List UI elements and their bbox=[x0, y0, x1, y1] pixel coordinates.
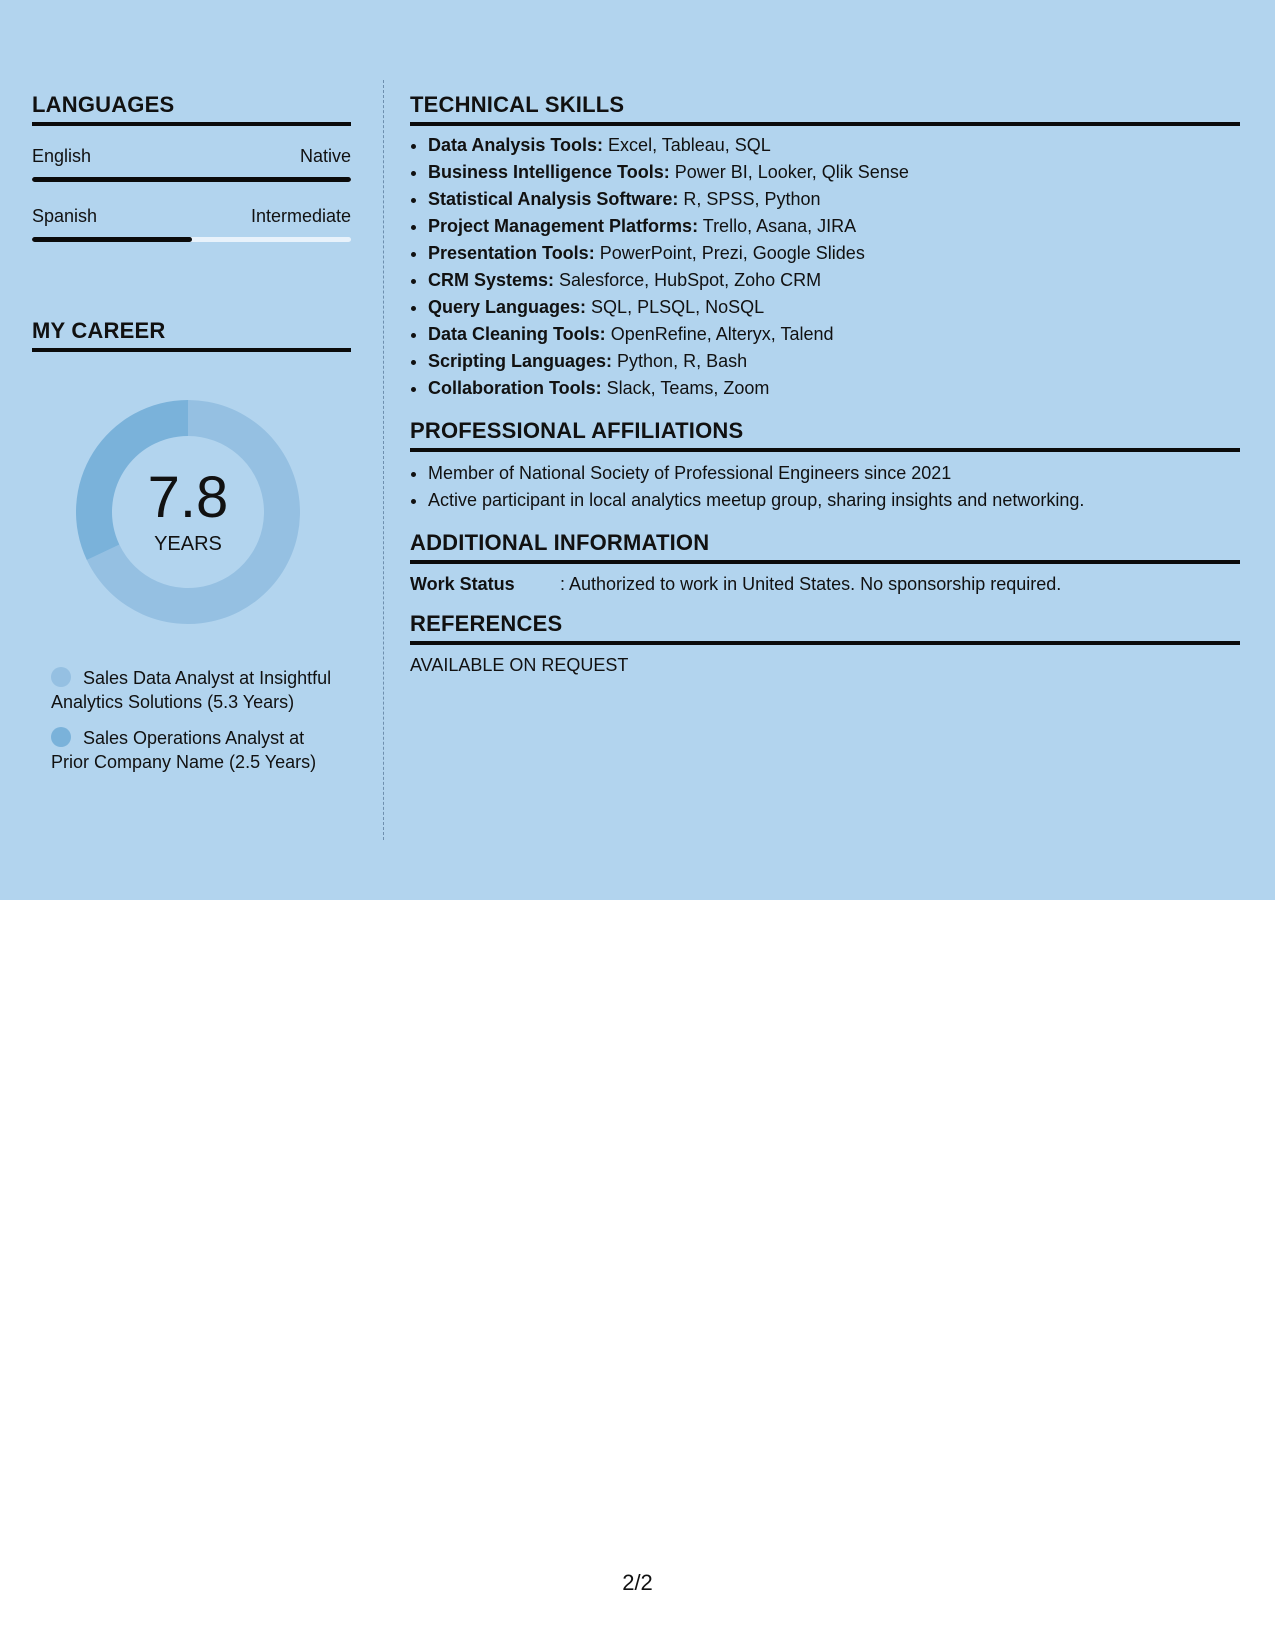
skill-values: SQL, PLSQL, NoSQL bbox=[586, 297, 765, 317]
language-item-english bbox=[32, 146, 351, 182]
affiliation-item: • Active participant in local analytics meetup group, sharing insights and networking. bbox=[428, 487, 1240, 514]
language-level: Intermediate bbox=[250, 206, 351, 226]
donut-center bbox=[68, 392, 308, 632]
affiliations-list bbox=[410, 460, 1240, 514]
skill-values: Salesforce, HubSpot, Zoho CRM bbox=[554, 270, 822, 290]
skill-item bbox=[428, 321, 1240, 348]
references-text: AVAILABLE ON REQUEST bbox=[410, 655, 629, 675]
skill-category: Collaboration Tools: bbox=[428, 378, 602, 398]
skill-category: Presentation Tools: bbox=[428, 243, 595, 263]
language-proficiency-bar bbox=[32, 237, 351, 242]
languages-heading: LANGUAGES bbox=[32, 92, 351, 126]
skill-category: CRM Systems: bbox=[428, 270, 555, 290]
skill-values: R, SPSS, Python bbox=[678, 189, 821, 209]
skill-item bbox=[428, 267, 1240, 294]
skill-category: Business Intelligence Tools: bbox=[428, 162, 670, 182]
career-legend-item bbox=[51, 666, 341, 714]
skill-item bbox=[428, 132, 1240, 159]
page-number: 2/2 bbox=[622, 1570, 653, 1595]
career-total-unit: YEARS bbox=[154, 532, 222, 555]
language-level: Native bbox=[299, 146, 351, 166]
skill-category: Project Management Platforms: bbox=[428, 216, 699, 236]
skill-values: Power BI, Looker, Qlik Sense bbox=[669, 162, 909, 182]
skill-item bbox=[428, 186, 1240, 213]
career-total-years: 7.8 bbox=[147, 464, 229, 530]
language-proficiency-fill bbox=[32, 237, 192, 242]
skill-values: OpenRefine, Alteryx, Talend bbox=[605, 324, 834, 344]
skill-values: Slack, Teams, Zoom bbox=[601, 378, 770, 398]
technical-skills-heading: TECHNICAL SKILLS bbox=[410, 92, 1240, 126]
career-legend-label: Sales Operations Analyst at Prior Company Name (2.5 Years) bbox=[51, 728, 317, 772]
skill-category: Data Analysis Tools: bbox=[428, 135, 604, 155]
career-heading: MY CAREER bbox=[32, 318, 351, 352]
skill-item bbox=[428, 213, 1240, 240]
skill-values: Python, R, Bash bbox=[612, 351, 748, 371]
skill-item bbox=[428, 348, 1240, 375]
work-status-value: : Authorized to work in United States. No sponsorship required. bbox=[560, 574, 1062, 594]
legend-dot-icon bbox=[51, 667, 71, 687]
career-legend-item bbox=[51, 726, 341, 774]
language-name: English bbox=[32, 146, 92, 166]
skill-category: Data Cleaning Tools: bbox=[428, 324, 606, 344]
skill-item bbox=[428, 240, 1240, 267]
column-divider bbox=[383, 80, 384, 840]
skill-category: Scripting Languages: bbox=[428, 351, 613, 371]
career-donut-chart bbox=[68, 392, 308, 632]
language-proficiency-fill bbox=[32, 177, 351, 182]
skill-item bbox=[428, 159, 1240, 186]
main-content bbox=[410, 92, 1240, 676]
work-status-label: Work Status bbox=[410, 574, 515, 594]
skill-category: Query Languages: bbox=[428, 297, 587, 317]
career-legend bbox=[51, 666, 341, 774]
references-heading: REFERENCES bbox=[410, 611, 1240, 645]
sidebar bbox=[32, 92, 351, 786]
technical-skills-list bbox=[410, 132, 1240, 402]
affiliations-heading: PROFESSIONAL AFFILIATIONS bbox=[410, 418, 1240, 452]
language-proficiency-bar bbox=[32, 177, 351, 182]
language-item-spanish bbox=[32, 206, 351, 242]
additional-info-heading: ADDITIONAL INFORMATION bbox=[410, 530, 1240, 564]
skill-item bbox=[428, 294, 1240, 321]
work-status-row bbox=[410, 574, 1240, 595]
skill-category: Statistical Analysis Software: bbox=[428, 189, 679, 209]
skill-values: PowerPoint, Prezi, Google Slides bbox=[594, 243, 865, 263]
career-legend-label: Sales Data Analyst at Insightful Analytics Solutions (5.3 Years) bbox=[51, 668, 332, 712]
skill-values: Excel, Tableau, SQL bbox=[603, 135, 771, 155]
legend-dot-icon bbox=[51, 727, 71, 747]
language-name: Spanish bbox=[32, 206, 98, 226]
skill-item bbox=[428, 375, 1240, 402]
affiliation-item: • Member of National Society of Professional Engineers since 2021 bbox=[428, 460, 1240, 487]
skill-values: Trello, Asana, JIRA bbox=[698, 216, 857, 236]
